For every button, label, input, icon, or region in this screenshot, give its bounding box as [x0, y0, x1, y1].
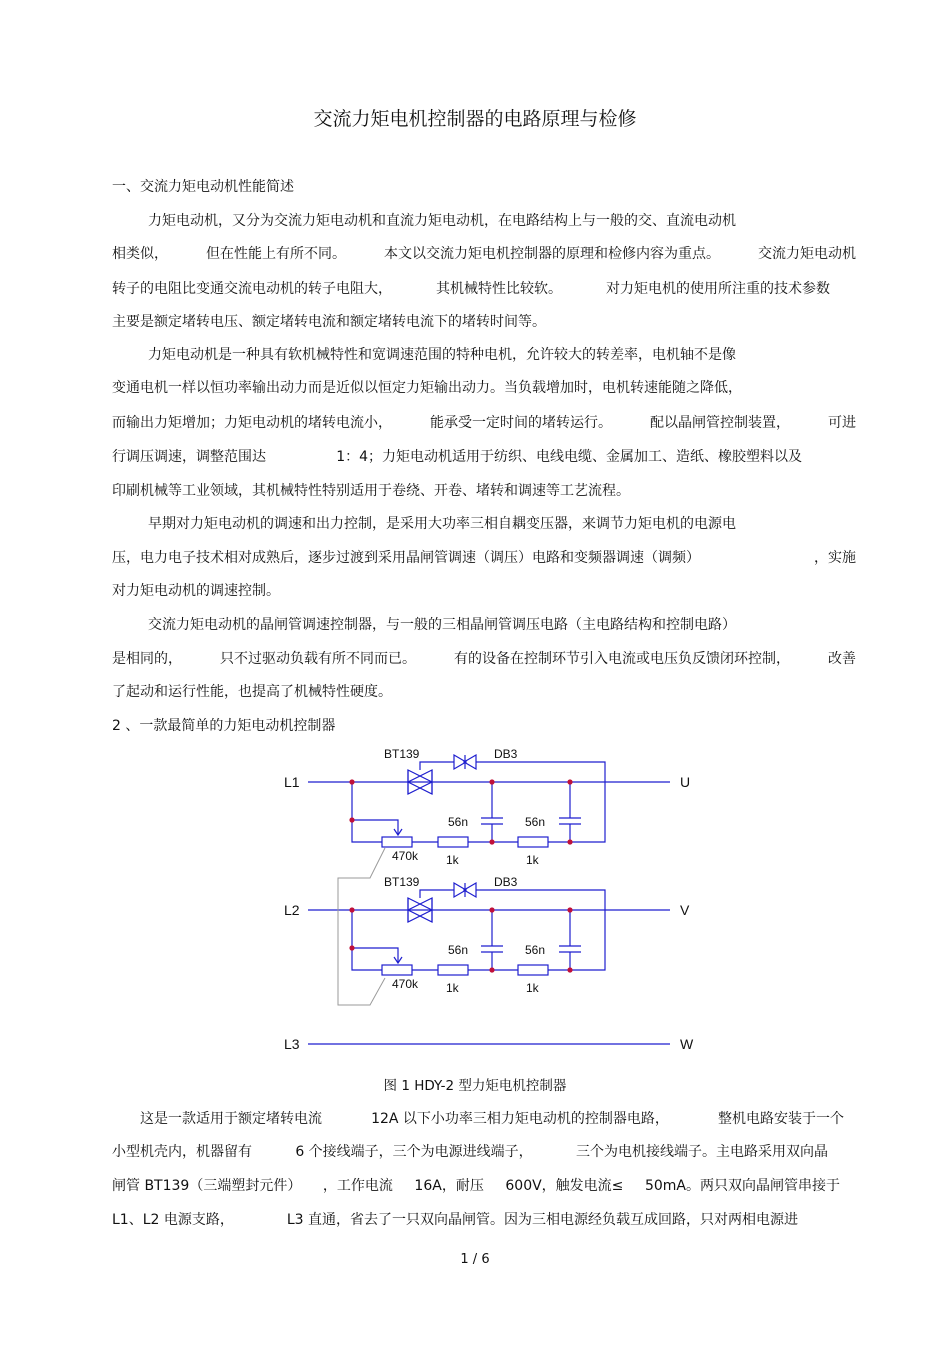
- text-line: 主要是额定堵转电压、额定堵转电流和额定堵转电流下的堵转时间等。: [112, 314, 546, 330]
- line-label-l2: L2: [284, 902, 300, 918]
- junction-dot: [567, 907, 572, 912]
- figure-caption: 图 1 HDY-2 型力矩电机控制器: [383, 1078, 567, 1094]
- pot-label: 470k: [392, 849, 419, 863]
- wire: [480, 890, 605, 970]
- junction-dot: [489, 967, 494, 972]
- text-line: 力矩电动机，又分为交流力矩电动机和直流力矩电动机，在电路结构上与一般的交、直流电动机: [148, 213, 736, 229]
- wire: [352, 782, 382, 842]
- text-line: 压，电力电子技术相对成熟后，逐步过渡到采用晶闸管调速（调压）电路和变频器调速（调频） ，实施: [112, 550, 856, 566]
- text-line: 变通电机一样以恒功率输出动力而是近似以恒定力矩输出动力。当负载增加时，电机转速能随之降低，: [112, 380, 742, 396]
- text-line: 对力矩电动机的调速控制。: [112, 583, 280, 599]
- text-line: 了起动和运行性能，也提高了机械特性硬度。: [112, 684, 392, 700]
- potentiometer-470k: [382, 837, 412, 847]
- line-label-l3: L3: [284, 1036, 300, 1052]
- wire: [480, 762, 605, 842]
- wiper-wire: [352, 948, 398, 962]
- junction-dot: [349, 945, 354, 950]
- resistor-1k: [438, 965, 468, 975]
- section-2-heading: 2 、一款最简单的力矩电动机控制器: [112, 718, 336, 734]
- junction-dot: [489, 907, 494, 912]
- triac-label: BT139: [384, 875, 420, 889]
- text-line: 早期对力矩电动机的调速和出力控制，是采用大功率三相自耦变压器，来调节力矩电机的电源电: [148, 516, 736, 532]
- document-title: 交流力矩电机控制器的电路原理与检修: [313, 108, 637, 130]
- cap-label: 56n: [448, 943, 469, 957]
- wire: [420, 890, 450, 898]
- text-line: 力矩电动机是一种具有软机械特性和宽调速范围的特种电机，允许较大的转差率，电机轴不是像: [148, 347, 736, 363]
- circuit-diagram: [270, 740, 710, 1060]
- text-line: L1、L2 电源支路， L3 直通，省去了一只双向晶闸管。因为三相电源经负载互成回路，只对两相电源进: [112, 1212, 798, 1228]
- resistor-1k: [438, 837, 468, 847]
- line-label-u: U: [680, 774, 691, 790]
- text-line: 相类似， 但在性能上有所不同。 本文以交流力矩电机控制器的原理和检修内容为重点。 交流力矩电动机: [112, 246, 856, 262]
- gang-link: [338, 848, 385, 1005]
- line-label-l1: L1: [284, 774, 300, 790]
- cap-label: 56n: [525, 815, 546, 829]
- junction-dot: [349, 907, 354, 912]
- resistor-1k: [518, 837, 548, 847]
- page-number: 1 / 6: [460, 1252, 490, 1267]
- wire: [420, 762, 450, 770]
- res-label: 1k: [446, 853, 459, 867]
- text-line: 这是一款适用于额定堵转电流 12A 以下小功率三相力矩电动机的控制器电路， 整机电路安装于一个: [140, 1111, 844, 1127]
- text-line: 印刷机械等工业领域，其机械特性特别适用于卷绕、开卷、堵转和调速等工艺流程。: [112, 483, 630, 499]
- line-label-v: V: [680, 902, 690, 918]
- diac-label: DB3: [494, 747, 518, 761]
- junction-dot: [567, 779, 572, 784]
- junction-dot: [349, 817, 354, 822]
- junction-dot: [567, 839, 572, 844]
- res-label: 1k: [526, 853, 539, 867]
- text-line: 闸管 BT139（三端塑封元件） ，工作电流 16A，耐压 600V，触发电流≤ 50mA。两只双向晶闸管串接于: [112, 1178, 840, 1194]
- wiper-wire: [352, 820, 398, 834]
- text-line: 是相同的， 只不过驱动负载有所不同而已。 有的设备在控制环节引入电流或电压负反馈闭环控制， 改善: [112, 651, 856, 667]
- wire: [352, 910, 382, 970]
- text-line: 转子的电阻比变通交流电动机的转子电阻大， 其机械特性比较软。 对力矩电机的使用所注重的技术参数: [112, 281, 830, 297]
- text-line: 交流力矩电动机的晶闸管调速控制器，与一般的三相晶闸管调压电路（主电路结构和控制电路）: [148, 617, 736, 633]
- junction-dot: [567, 967, 572, 972]
- junction-dot: [489, 779, 494, 784]
- text-line: 行调压调速，调整范围达 1：4；力矩电动机适用于纺织、电线电缆、金属加工、造纸、橡胶塑料以及: [112, 449, 802, 465]
- diac-label: DB3: [494, 875, 518, 889]
- triac-label: BT139: [384, 747, 420, 761]
- section-1-heading: 一、交流力矩电动机性能简述: [112, 179, 294, 195]
- text-line: 小型机壳内，机器留有 6 个接线端子，三个为电源进线端子， 三个为电机接线端子。主电路采用双向晶: [112, 1144, 828, 1160]
- cap-label: 56n: [448, 815, 469, 829]
- pot-label: 470k: [392, 977, 419, 991]
- res-label: 1k: [446, 981, 459, 995]
- cap-label: 56n: [525, 943, 546, 957]
- res-label: 1k: [526, 981, 539, 995]
- junction-dot: [489, 839, 494, 844]
- potentiometer-470k: [382, 965, 412, 975]
- resistor-1k: [518, 965, 548, 975]
- junction-dot: [349, 779, 354, 784]
- text-line: 而输出力矩增加；力矩电动机的堵转电流小， 能承受一定时间的堵转运行。 配以晶闸管控制装置， 可进: [112, 415, 856, 431]
- line-label-w: W: [680, 1036, 694, 1052]
